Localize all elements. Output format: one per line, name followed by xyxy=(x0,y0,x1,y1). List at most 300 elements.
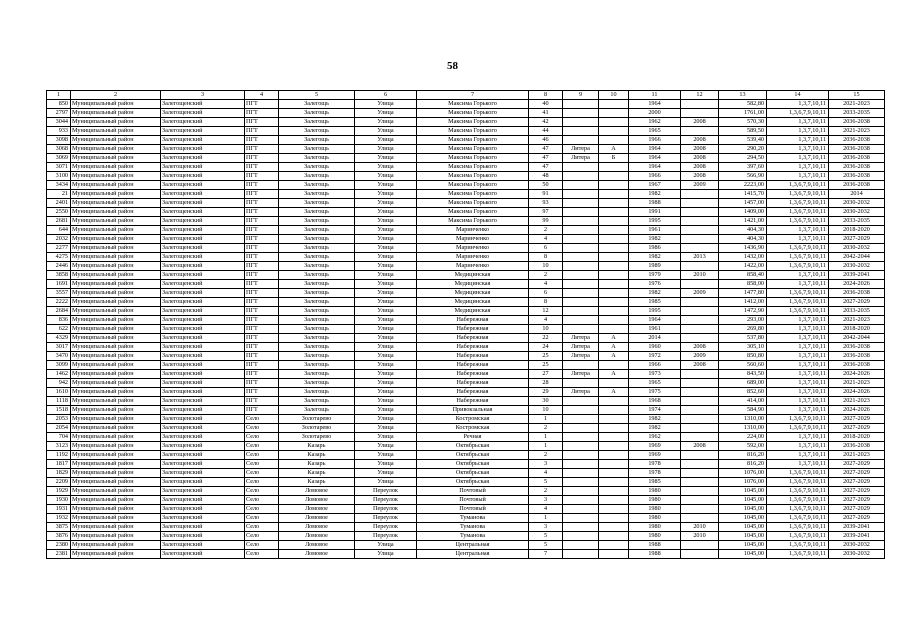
table-cell: 1980 xyxy=(629,514,681,523)
table-row xyxy=(47,379,885,388)
table-cell: Залегощь xyxy=(279,343,355,352)
table-cell: 2223,00 xyxy=(719,181,767,190)
table-cell: 2 xyxy=(529,424,563,433)
table-cell: 2053 xyxy=(47,415,71,424)
table-cell: 2008 xyxy=(681,154,719,163)
table-cell: 1 xyxy=(529,415,563,424)
table-cell: 1,3,6,7,9,10,11 xyxy=(767,505,829,514)
table-cell: 2681 xyxy=(47,217,71,226)
table-cell: Залегощенский xyxy=(161,424,245,433)
table-cell xyxy=(681,415,719,424)
table-cell: ПГТ xyxy=(245,307,279,316)
table-cell xyxy=(681,325,719,334)
table-cell: 91 xyxy=(529,190,563,199)
table-cell: 1991 xyxy=(629,208,681,217)
table-cell: 2036-2038 xyxy=(829,118,885,127)
table-cell xyxy=(563,316,599,325)
table-cell: 5 xyxy=(529,478,563,487)
table-cell: 1,3,6,7,9,10,11 xyxy=(767,208,829,217)
table-cell xyxy=(599,415,629,424)
table-cell: 1,3,7,10,11 xyxy=(767,361,829,370)
table-cell: Улица xyxy=(355,271,417,280)
table-cell: Улица xyxy=(355,235,417,244)
table-cell: 1310,00 xyxy=(719,424,767,433)
table-cell: 850,80 xyxy=(719,352,767,361)
table-cell: Залегощь xyxy=(279,289,355,298)
table-cell: 2030-2032 xyxy=(829,208,885,217)
table-cell: 1518 xyxy=(47,406,71,415)
table-cell: 2036-2038 xyxy=(829,442,885,451)
table-cell: 2030-2032 xyxy=(829,199,885,208)
table-cell: 2 xyxy=(529,451,563,460)
table-cell: 2008 xyxy=(681,136,719,145)
table-cell: 570,30 xyxy=(719,118,767,127)
table-cell: Залегощь xyxy=(279,352,355,361)
table-cell: 850 xyxy=(47,100,71,109)
table-cell: 1929 xyxy=(47,487,71,496)
table-cell: Почтовый xyxy=(417,505,529,514)
table-cell xyxy=(681,541,719,550)
table-cell: 1409,00 xyxy=(719,208,767,217)
table-cell: Залегощенский xyxy=(161,154,245,163)
table-cell: Набережная xyxy=(417,370,529,379)
table-cell: 2036-2038 xyxy=(829,145,885,154)
table-cell: Улица xyxy=(355,100,417,109)
table-cell: 1,3,7,10,11 xyxy=(767,370,829,379)
table-cell: Залегощенский xyxy=(161,352,245,361)
table-cell: 47 xyxy=(529,163,563,172)
table-cell: Медицинская xyxy=(417,271,529,280)
table-cell: Залегощенский xyxy=(161,235,245,244)
table-cell: Село xyxy=(245,514,279,523)
table-cell: 10 xyxy=(529,325,563,334)
table-cell: Переулок xyxy=(355,487,417,496)
table-cell: 4 xyxy=(529,280,563,289)
table-cell: 269,80 xyxy=(719,325,767,334)
table-cell xyxy=(599,208,629,217)
table-cell: Улица xyxy=(355,253,417,262)
table-cell: 2014 xyxy=(629,334,681,343)
table-row xyxy=(47,478,885,487)
table-cell: Село xyxy=(245,469,279,478)
table-cell: Улица xyxy=(355,280,417,289)
table-cell: 1,3,7,10,11 xyxy=(767,379,829,388)
table-cell: 2010 xyxy=(681,523,719,532)
table-cell: Муниципальный район xyxy=(71,343,161,352)
table-cell: 2277 xyxy=(47,244,71,253)
table-cell: 1,3,7,10,11 xyxy=(767,118,829,127)
table-cell xyxy=(563,532,599,541)
table-cell xyxy=(681,217,719,226)
table-cell xyxy=(563,244,599,253)
table-row xyxy=(47,136,885,145)
table-cell: Залегощенский xyxy=(161,316,245,325)
table-cell: 1045,00 xyxy=(719,487,767,496)
table-cell xyxy=(681,262,719,271)
table-cell: 2021-2023 xyxy=(829,397,885,406)
table-cell: ПГТ xyxy=(245,118,279,127)
table-row xyxy=(47,496,885,505)
table-cell: 1982 xyxy=(629,235,681,244)
table-cell: 2030-2032 xyxy=(829,550,885,559)
table-cell: 397,60 xyxy=(719,163,767,172)
table-cell xyxy=(563,460,599,469)
table-cell: 2000 xyxy=(629,109,681,118)
table-cell xyxy=(563,199,599,208)
table-cell: 1,3,7,10,11 xyxy=(767,145,829,154)
table-cell: 1412,00 xyxy=(719,298,767,307)
table-cell: Залегощенский xyxy=(161,127,245,136)
table-cell: 1118 xyxy=(47,397,71,406)
column-header: 7 xyxy=(417,91,529,100)
table-cell: Муниципальный район xyxy=(71,199,161,208)
table-cell: Залегощь xyxy=(279,244,355,253)
table-cell: 1,3,7,10,11 xyxy=(767,397,829,406)
table-cell: 1,3,7,10,11 xyxy=(767,100,829,109)
table-cell: 46 xyxy=(529,136,563,145)
table-cell: 2021-2023 xyxy=(829,127,885,136)
table-cell: 2008 xyxy=(681,172,719,181)
table-cell xyxy=(563,451,599,460)
table-cell: 836 xyxy=(47,316,71,325)
table-cell: 1972 xyxy=(629,352,681,361)
column-header: 2 xyxy=(71,91,161,100)
table-cell: Улица xyxy=(355,451,417,460)
table-cell: Улица xyxy=(355,370,417,379)
table-cell: 1,3,6,7,9,10,11 xyxy=(767,469,829,478)
table-row xyxy=(47,352,885,361)
table-cell: 1,3,6,7,9,10,11 xyxy=(767,298,829,307)
table-cell: Залегощенский xyxy=(161,334,245,343)
table-cell: 4 xyxy=(529,505,563,514)
table-cell: 1974 xyxy=(629,406,681,415)
table-row xyxy=(47,118,885,127)
table-cell: Улица xyxy=(355,352,417,361)
table-cell: 1982 xyxy=(629,424,681,433)
table-cell: А xyxy=(599,388,629,397)
table-cell: Залегощенский xyxy=(161,118,245,127)
table-cell: 2039-2041 xyxy=(829,523,885,532)
table-cell: 2027-2029 xyxy=(829,424,885,433)
table-cell: Маринченко xyxy=(417,244,529,253)
table-row xyxy=(47,253,885,262)
table-row xyxy=(47,541,885,550)
table-cell xyxy=(563,298,599,307)
table-cell: Село xyxy=(245,496,279,505)
table-cell: 1436,90 xyxy=(719,244,767,253)
table-cell: 48 xyxy=(529,172,563,181)
table-cell: 25 xyxy=(529,361,563,370)
table-cell xyxy=(599,100,629,109)
table-cell: 414,00 xyxy=(719,397,767,406)
table-cell: 1962 xyxy=(629,118,681,127)
table-cell: Ломовое xyxy=(279,514,355,523)
table-cell: 1,3,6,7,9,10,11 xyxy=(767,532,829,541)
table-cell: 1980 xyxy=(629,532,681,541)
table-cell: 1,3,7,10,11 xyxy=(767,172,829,181)
table-cell: Муниципальный район xyxy=(71,100,161,109)
table-cell: 28 xyxy=(529,379,563,388)
table-cell: Набережная xyxy=(417,325,529,334)
table-cell: ПГТ xyxy=(245,244,279,253)
table-cell: Максима Горького xyxy=(417,208,529,217)
table-cell: А xyxy=(599,352,629,361)
table-cell: 2027-2029 xyxy=(829,514,885,523)
table-cell xyxy=(681,388,719,397)
table-cell: 2550 xyxy=(47,208,71,217)
table-cell: Максима Горького xyxy=(417,163,529,172)
table-cell: 1,3,7,10,11 xyxy=(767,235,829,244)
table-row xyxy=(47,523,885,532)
column-header: 1 xyxy=(47,91,71,100)
table-cell: 858,00 xyxy=(719,280,767,289)
table-cell: Привокзальная xyxy=(417,406,529,415)
table-cell: Залегощенский xyxy=(161,415,245,424)
table-cell: 2027-2029 xyxy=(829,469,885,478)
table-cell: Максима Горького xyxy=(417,100,529,109)
table-cell: 1,3,7,10,11 xyxy=(767,451,829,460)
table-cell: Муниципальный район xyxy=(71,433,161,442)
table-row xyxy=(47,280,885,289)
table-cell: 1,3,7,10,11 xyxy=(767,316,829,325)
table-cell: 1969 xyxy=(629,442,681,451)
table-cell: 2008 xyxy=(681,163,719,172)
table-cell: 1,3,6,7,9,10,11 xyxy=(767,487,829,496)
table-cell xyxy=(599,289,629,298)
table-cell: Залегощенский xyxy=(161,145,245,154)
table-cell xyxy=(563,163,599,172)
table-cell: Село xyxy=(245,460,279,469)
table-cell xyxy=(563,550,599,559)
table-cell: 3 xyxy=(529,496,563,505)
table-cell: Набережная xyxy=(417,379,529,388)
table-cell xyxy=(599,316,629,325)
table-cell: Муниципальный район xyxy=(71,415,161,424)
table-cell: ПГТ xyxy=(245,343,279,352)
table-cell: ПГТ xyxy=(245,217,279,226)
table-cell: 2039-2041 xyxy=(829,532,885,541)
table-cell: ПГТ xyxy=(245,352,279,361)
table-cell: 224,00 xyxy=(719,433,767,442)
table-cell: 1,3,7,10,11 xyxy=(767,442,829,451)
table-cell xyxy=(599,235,629,244)
table-cell: 1931 xyxy=(47,505,71,514)
table-cell: Залегощь xyxy=(279,253,355,262)
table-cell: 584,90 xyxy=(719,406,767,415)
table-cell xyxy=(599,397,629,406)
table-cell: 1,3,6,7,9,10,11 xyxy=(767,217,829,226)
table-cell: 93 xyxy=(529,199,563,208)
table-cell: Маринченко xyxy=(417,253,529,262)
table-cell: 2030-2032 xyxy=(829,244,885,253)
table-cell: ПГТ xyxy=(245,316,279,325)
table-cell: Улица xyxy=(355,154,417,163)
column-header: 13 xyxy=(719,91,767,100)
column-header: 12 xyxy=(681,91,719,100)
table-cell: 1,3,7,10,11 xyxy=(767,325,829,334)
table-cell xyxy=(563,289,599,298)
table-cell: ПГТ xyxy=(245,154,279,163)
table-cell: Залегощь xyxy=(279,262,355,271)
table-cell: Залегощенский xyxy=(161,433,245,442)
table-cell xyxy=(599,244,629,253)
table-cell: ПГТ xyxy=(245,388,279,397)
table-cell: Октябрьская xyxy=(417,478,529,487)
table-cell: 1,3,6,7,9,10,11 xyxy=(767,253,829,262)
table-cell xyxy=(599,226,629,235)
table-cell: 5 xyxy=(529,541,563,550)
table-cell: 1,3,7,10,11 xyxy=(767,388,829,397)
table-cell xyxy=(563,262,599,271)
table-cell xyxy=(563,235,599,244)
table-cell: 6 xyxy=(529,289,563,298)
table-cell: 1,3,7,10,11 xyxy=(767,460,829,469)
table-cell: 10 xyxy=(529,406,563,415)
table-row xyxy=(47,172,885,181)
column-header: 15 xyxy=(829,91,885,100)
table-cell: Муниципальный район xyxy=(71,469,161,478)
table-cell: Улица xyxy=(355,307,417,316)
table-cell xyxy=(599,442,629,451)
table-cell: 10 xyxy=(529,262,563,271)
table-cell: 2036-2038 xyxy=(829,136,885,145)
table-cell: 2797 xyxy=(47,109,71,118)
table-cell: 2036-2038 xyxy=(829,181,885,190)
table-cell xyxy=(599,469,629,478)
table-cell: Переулок xyxy=(355,505,417,514)
table-cell: 1966 xyxy=(629,136,681,145)
table-cell: Залегощенский xyxy=(161,262,245,271)
table-cell: А xyxy=(599,145,629,154)
table-cell: 1986 xyxy=(629,244,681,253)
table-header-row xyxy=(47,91,885,100)
table-cell xyxy=(563,253,599,262)
table-cell: ПГТ xyxy=(245,334,279,343)
table-cell: 47 xyxy=(529,154,563,163)
table-cell: 1,3,6,7,9,10,11 xyxy=(767,199,829,208)
table-cell: 2014 xyxy=(829,190,885,199)
table-cell: 2032 xyxy=(47,235,71,244)
table-cell: 1967 xyxy=(629,181,681,190)
table-cell: Набережная xyxy=(417,343,529,352)
table-cell: 1761,00 xyxy=(719,109,767,118)
table-cell xyxy=(599,262,629,271)
table-cell xyxy=(563,442,599,451)
table-cell: Золотарево xyxy=(279,415,355,424)
table-cell: Залегощенский xyxy=(161,370,245,379)
table-cell: 1 xyxy=(529,514,563,523)
table-cell: 3071 xyxy=(47,163,71,172)
table-cell: 1045,00 xyxy=(719,550,767,559)
table-cell xyxy=(599,379,629,388)
table-cell: 1076,00 xyxy=(719,469,767,478)
table-cell: 2021-2023 xyxy=(829,451,885,460)
table-cell: 2027-2029 xyxy=(829,415,885,424)
table-cell xyxy=(681,370,719,379)
table-cell: 704 xyxy=(47,433,71,442)
column-header: 10 xyxy=(599,91,629,100)
table-cell: 644 xyxy=(47,226,71,235)
table-cell xyxy=(599,109,629,118)
table-cell xyxy=(599,325,629,334)
table-cell: 1964 xyxy=(629,154,681,163)
table-row xyxy=(47,514,885,523)
table-cell: 852,60 xyxy=(719,388,767,397)
table-cell: Залегощь xyxy=(279,235,355,244)
table-cell: ПГТ xyxy=(245,172,279,181)
table-cell xyxy=(681,487,719,496)
table-cell xyxy=(681,307,719,316)
table-cell xyxy=(563,541,599,550)
table-cell: Залегощенский xyxy=(161,469,245,478)
column-header: 8 xyxy=(529,91,563,100)
table-cell xyxy=(681,469,719,478)
table-cell: Набережная xyxy=(417,361,529,370)
table-cell: Туманова xyxy=(417,523,529,532)
table-cell: Муниципальный район xyxy=(71,550,161,559)
table-cell: 816,20 xyxy=(719,451,767,460)
table-cell: Улица xyxy=(355,415,417,424)
table-cell: Залегощенский xyxy=(161,379,245,388)
table-cell: Максима Горького xyxy=(417,154,529,163)
table-cell: Муниципальный район xyxy=(71,163,161,172)
table-cell: Улица xyxy=(355,262,417,271)
table-cell: Муниципальный район xyxy=(71,280,161,289)
table-cell: Залегощь xyxy=(279,217,355,226)
table-cell: 689,00 xyxy=(719,379,767,388)
table-cell: Литера xyxy=(563,388,599,397)
table-row xyxy=(47,424,885,433)
table-cell: Залегощенский xyxy=(161,460,245,469)
table-cell: Муниципальный район xyxy=(71,226,161,235)
table-cell: Залегощь xyxy=(279,190,355,199)
column-header: 4 xyxy=(245,91,279,100)
table-cell: Муниципальный район xyxy=(71,442,161,451)
table-cell: 2036-2038 xyxy=(829,154,885,163)
table-cell: Залегощенский xyxy=(161,271,245,280)
table-cell: Муниципальный район xyxy=(71,235,161,244)
table-cell: Улица xyxy=(355,199,417,208)
table-cell: 3 xyxy=(529,460,563,469)
table-cell: 2684 xyxy=(47,307,71,316)
table-cell: 3099 xyxy=(47,361,71,370)
table-cell: Село xyxy=(245,442,279,451)
table-cell: 25 xyxy=(529,352,563,361)
table-cell: Село xyxy=(245,478,279,487)
table-cell: ПГТ xyxy=(245,298,279,307)
table-cell xyxy=(599,478,629,487)
table-cell: 47 xyxy=(529,145,563,154)
table-cell: Ломовое xyxy=(279,487,355,496)
table-cell: 2446 xyxy=(47,262,71,271)
table-cell xyxy=(563,190,599,199)
table-cell: Село xyxy=(245,487,279,496)
table-cell: 4275 xyxy=(47,253,71,262)
table-cell: 2018-2020 xyxy=(829,325,885,334)
table-cell: Залегощенский xyxy=(161,244,245,253)
table-cell: 1,3,6,7,9,10,11 xyxy=(767,424,829,433)
table-cell xyxy=(681,226,719,235)
table-cell: 1,3,6,7,9,10,11 xyxy=(767,244,829,253)
table-cell xyxy=(681,100,719,109)
table-cell: ПГТ xyxy=(245,280,279,289)
table-cell: 1,3,6,7,9,10,11 xyxy=(767,478,829,487)
table-cell: 1965 xyxy=(629,127,681,136)
table-cell: 44 xyxy=(529,127,563,136)
table-cell: Залегощенский xyxy=(161,514,245,523)
table-cell: 539,40 xyxy=(719,136,767,145)
table-cell: Улица xyxy=(355,118,417,127)
